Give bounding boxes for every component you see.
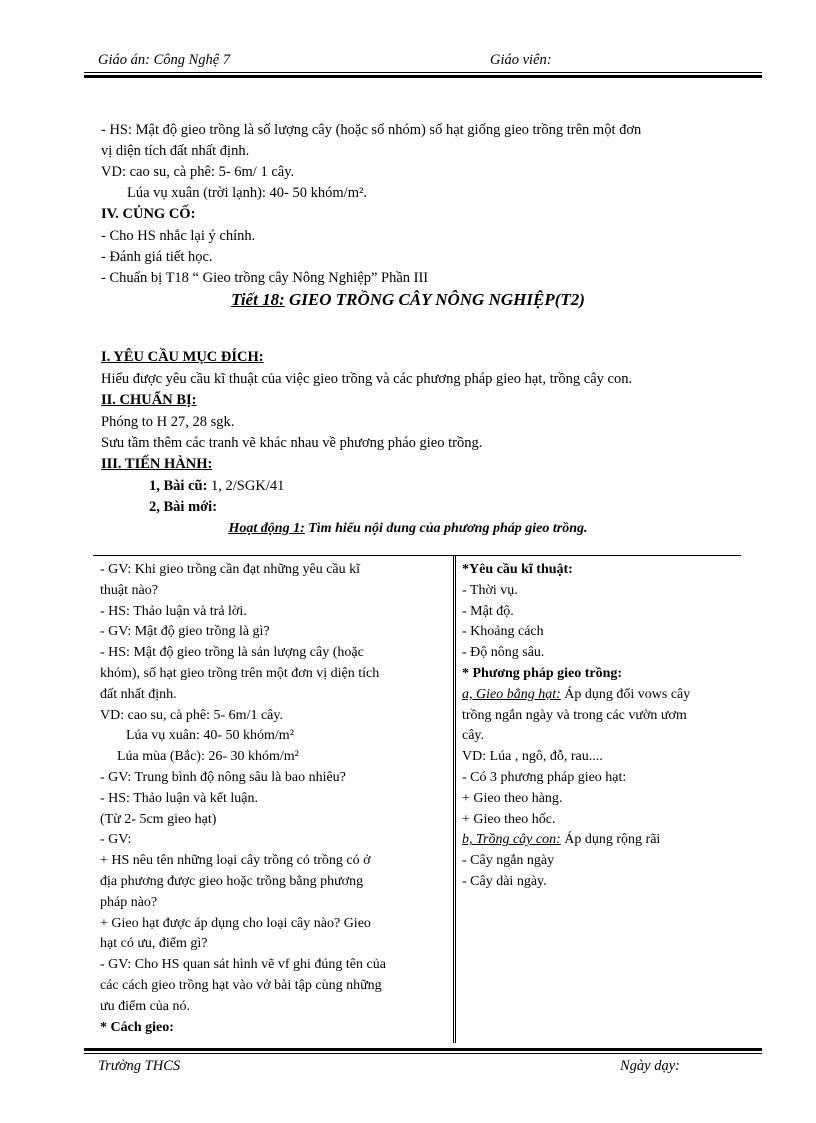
lesson-title — [0, 290, 816, 310]
intro-line-1: - HS: Mật độ gieo trồng là số lượng cây (hoặc số nhóm) số hạt giống gieo trồng trên một đơn — [101, 122, 642, 138]
right-line: - Thời vụ. — [462, 582, 518, 598]
left-line: VD: cao su, cà phê: 5- 6m/1 cây. — [100, 707, 283, 723]
left-line: - GV: Khi gieo trồng cần đạt những yêu cầu kĩ — [100, 562, 361, 577]
footer-rule-thick — [84, 1048, 762, 1051]
left-line: - GV: Cho HS quan sát hình vẽ vf ghi đúng tên của — [100, 957, 386, 973]
header-subject: Giáo án: Công Nghệ 7 — [98, 52, 231, 68]
header-rule-thick — [84, 75, 762, 78]
right-line: b, Trồng cây con: Áp dụng rộng rãi — [462, 832, 661, 848]
right-line: + Gieo theo hàng. — [462, 790, 563, 806]
chuan-bi-line-1: Phóng to H 27, 28 sgk. — [101, 414, 235, 430]
activity-heading — [0, 521, 816, 537]
footer-date: Ngày dạy: — [620, 1058, 680, 1074]
chuan-bi-line-2: Sưu tầm thêm các tranh vẽ khác nhau về phương pháo gieo trồng. — [101, 435, 483, 451]
yeu-cau-text: Hiểu được yêu cầu kĩ thuật của việc gieo trồng và các phương pháp gieo hạt, trồng cây con. — [101, 371, 633, 387]
left-line: địa phương được gieo hoặc trồng bằng phương — [100, 873, 364, 889]
right-line: trồng ngắn ngày và trong các vườn ươm — [462, 707, 687, 723]
footer-school: Trường THCS — [98, 1058, 181, 1074]
bai-cu: 1, Bài cũ: 1, 2/SGK/41 — [149, 478, 285, 494]
section-cung-co: IV. CỦNG CỐ: — [101, 206, 196, 222]
left-line: - HS: Mật độ gieo trồng là sản lượng cây (hoặc — [100, 645, 364, 661]
right-line: * Phương pháp gieo trồng: — [462, 665, 623, 681]
section-yeu-cau: I. YÊU CẦU MỤC ĐÍCH: — [101, 349, 264, 365]
right-line: *Yêu cầu kĩ thuật: — [462, 562, 573, 577]
left-line: * Cách gieo: — [100, 1019, 174, 1035]
right-line: - Độ nông sâu. — [462, 645, 545, 661]
left-line: khóm), số hạt gieo trồng trên một đơn vị diện tích — [100, 665, 380, 681]
intro-line-3: VD: cao su, cà phê: 5- 6m/ 1 cây. — [101, 164, 295, 180]
lesson-title-prefix: Tiết 18: — [231, 290, 285, 309]
teacher-student-column — [100, 560, 445, 1038]
right-line: - Khoảng cách — [462, 624, 544, 640]
left-line: - GV: Mật độ gieo trồng là gì? — [100, 624, 270, 640]
left-line: - GV: — [100, 832, 132, 848]
left-line: (Từ 2- 5cm gieo hạt) — [100, 811, 217, 827]
table-column-divider — [453, 555, 456, 1043]
activity-table — [93, 555, 741, 1043]
right-line: - Cây dài ngày. — [462, 873, 547, 889]
left-line: + Gieo hạt được áp dụng cho loại cây nào? Gieo — [100, 915, 371, 931]
footer-rule-thin — [84, 1053, 762, 1054]
cung-co-item-3: - Chuẩn bị T18 “ Gieo trồng cây Nông Nghiệp” Phần III — [101, 270, 429, 286]
left-line: + HS nêu tên những loại cây trồng có trồng có ở — [100, 853, 371, 869]
bai-moi: 2, Bài mới: — [149, 499, 218, 515]
cung-co-item-1: - Cho HS nhắc lại ý chính. — [101, 228, 256, 244]
left-line: hạt có ưu, điểm gì? — [100, 936, 208, 952]
content-column — [462, 560, 737, 893]
right-line: - Có 3 phương pháp gieo hạt: — [462, 769, 627, 785]
left-line: Lúa mùa (Bắc): 26- 30 khóm/m² — [117, 749, 299, 765]
lesson-title-name: GIEO TRỒNG CÂY NÔNG NGHIỆP(T2) — [284, 290, 585, 309]
right-line: + Gieo theo hốc. — [462, 811, 556, 827]
left-line: - GV: Trung bình độ nông sâu là bao nhiêu? — [100, 769, 346, 785]
header-teacher: Giáo viên: — [490, 52, 552, 68]
left-line: đất nhất định. — [100, 686, 177, 702]
table-top-border — [93, 555, 741, 556]
intro-line-4: Lúa vụ xuân (trời lạnh): 40- 50 khóm/m². — [127, 185, 367, 201]
left-line: ưu điểm của nó. — [100, 998, 191, 1014]
section-chuan-bi: II. CHUẨN BỊ: — [101, 392, 197, 408]
intro-line-2: vị diện tích đất nhất định. — [101, 143, 250, 159]
left-line: - HS: Thảo luận và kết luận. — [100, 790, 258, 806]
left-line: thuật nào? — [100, 582, 158, 598]
activity-prefix: Hoạt động 1: — [228, 521, 305, 536]
cung-co-item-2: - Đánh giá tiết học. — [101, 249, 213, 265]
section-tien-hanh: III. TIẾN HÀNH: — [101, 456, 213, 472]
right-line: - Cây ngắn ngày — [462, 853, 555, 869]
right-line: cây. — [462, 728, 485, 744]
left-line: Lúa vụ xuân: 40- 50 khóm/m² — [126, 728, 294, 744]
left-line: - HS: Thảo luận và trả lời. — [100, 603, 247, 619]
left-line: pháp nào? — [100, 894, 158, 910]
right-line: VD: Lúa , ngô, đỗ, rau.... — [462, 749, 603, 765]
header-rule-thin — [84, 72, 762, 73]
left-line: các cách gieo trồng hạt vào vở bài tập cùng những — [100, 977, 382, 993]
right-line: - Mật độ. — [462, 603, 514, 619]
right-line: a, Gieo bằng hạt: Áp dụng đối vows cây — [462, 686, 691, 702]
activity-text: Tìm hiểu nội dung của phương pháp gieo trồng. — [304, 521, 588, 536]
